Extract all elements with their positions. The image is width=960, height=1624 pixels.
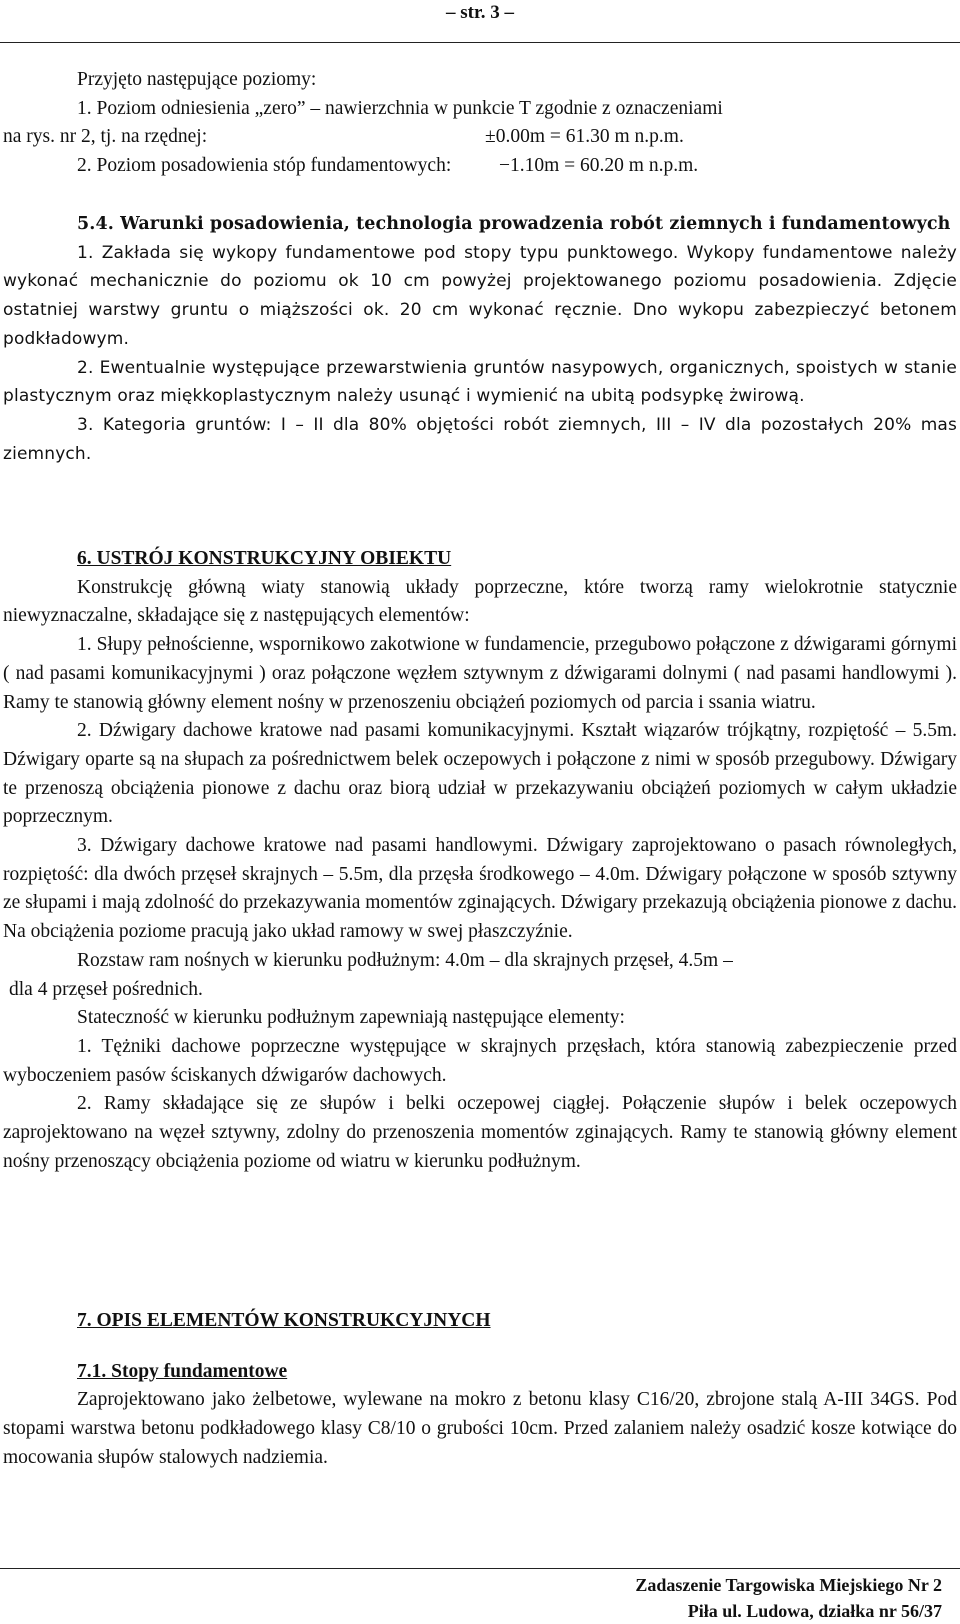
section-7-1-title: 7.1. Stopy fundamentowe [77,1360,288,1382]
footer-rule [0,1568,960,1569]
section-6-p1: 1. Słupy pełnościenne, wspornikowo zakotwione w fundamencie, przegubowo połączone z dźwigarami górnymi ( nad pasami komunikacyjnymi ) oraz połączone węzłem sztywnym z dźwigarami dolnymi ( nad pasami handlowymi ). Ramy te stanowią główny element nośny w przenoszeniu obciążeń poziomych od parcia i ssania wiatru. [3,634,957,713]
section-6-p3: 3. Dźwigary dachowe kratowe nad pasami handlowymi. Dźwigary zaprojektowano o pasach równoległych, rozpiętość: dla dwóch przęseł skrajnych – 5.5m, dla przęsła środkowego – 4.0m. Dźwigary połączone w sposób sztywny ze słupami i mają zdolność do przekazywania momentów zginających. Dźwigary przekazują obciążenia pionowe z dachu. Na obciążenia poziome pracują jako układ ramowy w swej płaszczyźnie. [3,835,958,943]
section-5-4-p3: 3. Kategoria gruntów: I – II dla 80% objętości robót ziemnych, III – IV dla pozostałych 20% mas ziemnych. [3,414,957,464]
section-5-4 [0,210,960,468]
levels-section [0,66,960,181]
level-foundation-label: 2. Poziom posadowienia stóp fundamentowych: [77,155,452,177]
level-zero-value: ±0.00m = 61.30 m n.p.m. [485,126,684,148]
section-5-4-p1-part1: 1. Zakłada się wykopy fundamentowe pod stopy typu punktowego. Wykopy fundamentowe należy wykonać mechanicznie do poziomu ok 10 cm powyżej projektowanego poziomu posadowienia. [3,242,957,292]
level-foundation-value: −1.10m = 60.20 m n.p.m. [499,155,699,177]
section-5-4-title: 5.4. Warunki posadowienia, technologia prowadzenia robót ziemnych i fundamentowych [77,214,951,234]
header-rule [0,42,960,43]
footer-line2: Piła ul. Ludowa, działka nr 56/37 [687,1601,942,1621]
footer-line1: Zadaszenie Targowiska Miejskiego Nr 2 [635,1575,942,1595]
level-zero-label: na rys. nr 2, tj. na rzędnej: [3,126,208,148]
page-number: – str. 3 – [446,2,514,23]
footer [635,1572,942,1624]
section-6-title: 6. USTRÓJ KONSTRUKCYJNY OBIEKTU [77,548,452,569]
section-7 [0,1307,960,1473]
level-zero-line2 [3,123,957,152]
section-6-p2: 2. Dźwigary dachowe kratowe nad pasami komunikacyjnymi. Kształt wiązarów trójkątny, rozpiętość – 5.5m. Dźwigary oparte są na słupach za pośrednictwem belek oczepowych i połączone z nimi w sposób przegubowy. Dźwigary te przenoszą obciążenia pionowe z dachu oraz biorą udział w przekazywaniu obciążeń poziomych w całym układzie poprzecznym. [3,720,957,828]
section-7-spacer [3,1336,957,1358]
section-5-4-p1-part2: Zdjęcie ostatniej warstwy gruntu o miąższości ok. 20 cm wykonać ręcznie. Dno wykopu zabezpieczyć betonem podkładowym. [3,271,957,349]
section-6-intro: Konstrukcję główną wiaty stanowią układy poprzeczne, które tworzą ramy wielokrotnie statycznie niewyznaczalne, składające się z następujących elementów: [3,576,957,627]
section-6-spacing-line2: dla 4 przęseł pośrednich. [9,978,203,1000]
section-6-stability-intro: Stateczność w kierunku podłużnym zapewniają następujące elementy: [77,1007,625,1029]
section-7-title: 7. OPIS ELEMENTÓW KONSTRUKCYJNYCH [77,1310,491,1331]
section-6-spacing-line1: Rozstaw ram nośnych w kierunku podłużnym: 4.0m – dla skrajnych przęseł, 4.5m – [77,949,733,971]
levels-intro: Przyjęto następujące poziomy: [77,69,317,90]
section-5-4-p1 [3,239,957,354]
section-6-stability-2: 2. Ramy składające się ze słupów i belki oczepowej ciągłej. Połączenie słupów i belek oczepowych zaprojektowano na węzeł sztywny, zdolny do przenoszenia momentów zginających. Ramy te stanowią główny element nośny przenoszący obciążenia poziome od wiatru w kierunku podłużnym. [3,1093,957,1172]
section-6 [0,545,960,1176]
section-6-stability-1: 1. Tężniki dachowe poprzeczne występujące w skrajnych przęsłach, która stanowią zabezpieczenie przed wyboczeniem pasów ściskanych dźwigarów dachowych. [3,1035,957,1086]
section-7-1-text: Zaprojektowano jako żelbetowe, wylewane na mokro z betonu klasy C16/20, zbrojone stalą A-III 34GS. Pod stopami warstwa betonu podkładowego klasy C8/10 o grubości 10cm. Przed zalaniem należy osadzić kosze kotwiące do mocowania słupów stalowych nadziemia. [3,1389,957,1468]
level-zero-line1: 1. Poziom odniesienia „zero” – nawierzchnia w punkcie T zgodnie z oznaczeniami [77,97,723,119]
level-foundation-line [3,152,957,181]
section-5-4-p2: 2. Ewentualnie występujące przewarstwienia gruntów nasypowych, organicznych, spoistych w stanie plastycznym oraz miękkoplastycznym należy usunąć i wymienić na ubitą podsypkę żwirową. [3,357,957,407]
